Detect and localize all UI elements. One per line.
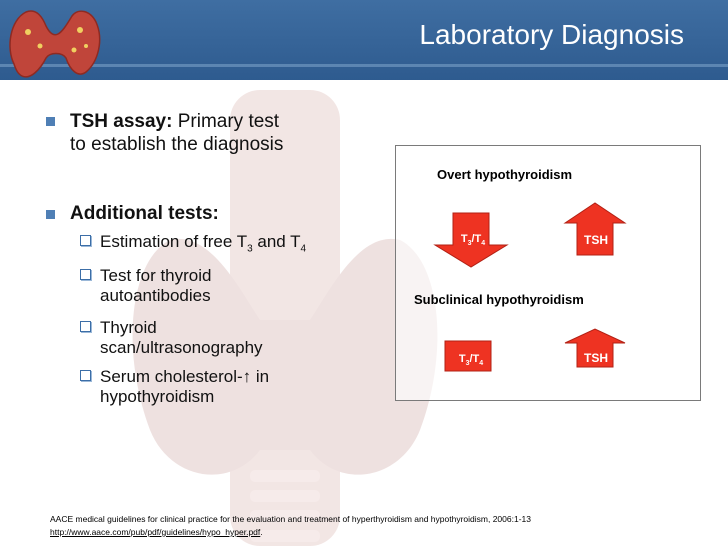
subitem-text: Serum cholesterol- (100, 367, 243, 386)
slide-title: Laboratory Diagnosis (419, 19, 684, 50)
citation-text: AACE medical guidelines for clinical practice for the evaluation and treatment of hyperthyroidism and hypothyroidism, 2006:1-13 (50, 514, 531, 524)
subitem-text: hypothyroidism (100, 387, 215, 406)
overt-t3-t4-label: $T_3/T_4$ (460, 233, 486, 248)
tsh-assay-text-line2: to establish the diagnosis (70, 134, 284, 155)
checkbox-bullet-icon (80, 370, 91, 381)
bullet-square-icon (46, 210, 55, 219)
citation-link[interactable]: http://www.aace.com/pub/pdf/guidelines/hypo_hyper.pdf (50, 527, 261, 537)
bullet-square-icon (46, 117, 55, 126)
subclinical-t3-t4-label: $T_3/T_4$ (458, 353, 484, 368)
subitem-text: in (251, 367, 270, 386)
overt-hypothyroidism-label: Overt hypothyroidism (437, 167, 573, 182)
subscript: 4 (300, 243, 307, 255)
tsh-assay-heading: TSH assay: (70, 111, 173, 132)
checkbox-bullet-icon (80, 321, 91, 332)
subitem-text: and T (252, 232, 301, 251)
subclinical-hypothyroidism-label: Subclinical hypothyroidism (414, 292, 584, 307)
subitem-text: Test for thyroid (100, 266, 212, 285)
subitem-text: scan/ultrasonography (100, 338, 263, 357)
diagram-arrows (395, 145, 701, 401)
subscript: 3 (247, 243, 253, 255)
subitem-text: autoantibodies (100, 286, 211, 305)
subclinical-tsh-label: TSH (584, 351, 608, 365)
overt-tsh-label: TSH (584, 233, 608, 247)
citation-link-suffix: . (260, 527, 263, 537)
subitem-text: Estimation of free T (100, 232, 248, 251)
checkbox-bullet-icon (80, 269, 91, 280)
citation-link-row (50, 527, 263, 537)
checkbox-bullet-icon (80, 235, 91, 246)
subitem-text: Thyroid (100, 318, 157, 337)
additional-tests-heading: Additional tests: (70, 203, 219, 224)
thyroid-logo-icon (0, 0, 112, 84)
up-arrow-icon: ↑ (242, 367, 252, 386)
tsh-assay-text: Primary test (172, 111, 280, 132)
